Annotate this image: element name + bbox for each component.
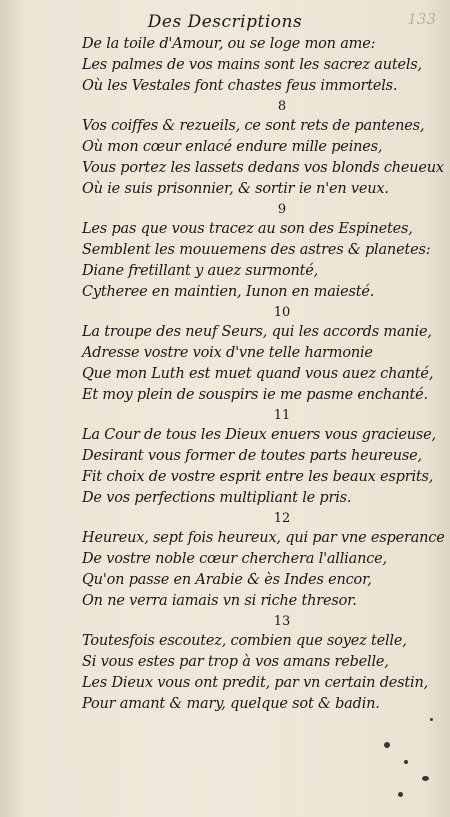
verse-line: On ne verra iamais vn si riche thresor. [82, 593, 357, 609]
verse-line: Diane fretillant y auez surmonté, [82, 263, 319, 279]
stanza-number: 10 [273, 305, 291, 320]
ink-speck [404, 760, 408, 764]
page-number-bleedthrough: 133 [407, 10, 436, 28]
verse-line: Que mon Luth est muet quand vous auez chanté, [82, 366, 434, 382]
stanza-9 [82, 200, 431, 303]
verse-line: De vostre noble cœur cherchera l'alliance, [82, 551, 387, 567]
stanza-number: 9 [277, 202, 287, 217]
verse-line: Si vous estes par trop à vos amans rebelle, [82, 654, 389, 670]
stanza-number: 13 [273, 614, 291, 629]
verse-line: Vos coiffes & rezueils, ce sont rets de pantenes, [82, 118, 425, 134]
verse-line: Les Dieux vous ont predit, par vn certain destin, [82, 675, 429, 691]
verse-line: La troupe des neuf Seurs, qui les accords manie, [82, 324, 432, 340]
verse-line: La Cour de tous les Dieux enuers vous gracieuse, [82, 427, 436, 443]
verse-line: Toutesfois escoutez, combien que soyez telle, [82, 633, 407, 649]
verse-line: Pour amant & mary, quelque sot & badin. [82, 696, 380, 712]
verse-line: Où mon cœur enlacé endure mille peines, [82, 139, 383, 155]
verse-line: De vos perfections multipliant le pris. [82, 490, 352, 506]
verse-line: Où ie suis prisonnier, & sortir ie n'en veux. [82, 181, 389, 197]
verse-line: Adresse vostre voix d'vne telle harmonie [82, 345, 373, 361]
stanza-number: 12 [273, 511, 291, 526]
stanza-12 [82, 509, 445, 612]
verse-line: Cytheree en maintien, Iunon en maiesté. [82, 284, 375, 300]
stanza-10 [82, 303, 434, 406]
ink-speck [430, 718, 433, 721]
stanza-11 [82, 406, 436, 509]
verse-line: De la toile d'Amour, ou se loge mon ame: [82, 36, 376, 52]
stanza-number: 11 [273, 408, 291, 423]
verse-line: Les pas que vous tracez au son des Espinetes, [82, 221, 413, 237]
stanza-13 [82, 612, 429, 715]
stanza-8 [82, 97, 444, 200]
poem-text [82, 34, 445, 715]
verse-line: Qu'on passe en Arabie & ès Indes encor, [82, 572, 372, 588]
verse-line: Heureux, sept fois heureux, qui par vne esperance [82, 530, 445, 546]
verse-line: Semblent les mouuemens des astres & planetes: [82, 242, 431, 258]
ink-speck [398, 792, 403, 797]
verse-line: Les palmes de vos mains sont les sacrez autels, [82, 57, 422, 73]
verse-line: Fit choix de vostre esprit entre les beaux esprits, [82, 469, 434, 485]
stanza-number: 8 [277, 99, 287, 114]
ink-speck [422, 776, 429, 781]
ink-speck [384, 742, 390, 748]
verse-line: Où les Vestales font chastes feus immortels. [82, 78, 398, 94]
verse-line: Vous portez les lassets dedans vos blonds cheueux [82, 160, 444, 176]
verse-line: Et moy plein de souspirs ie me pasme enchanté. [82, 387, 428, 403]
opening-lines [82, 34, 422, 97]
running-head: Des Descriptions [147, 12, 303, 32]
verse-line: Desirant vous former de toutes parts heureuse, [82, 448, 422, 464]
